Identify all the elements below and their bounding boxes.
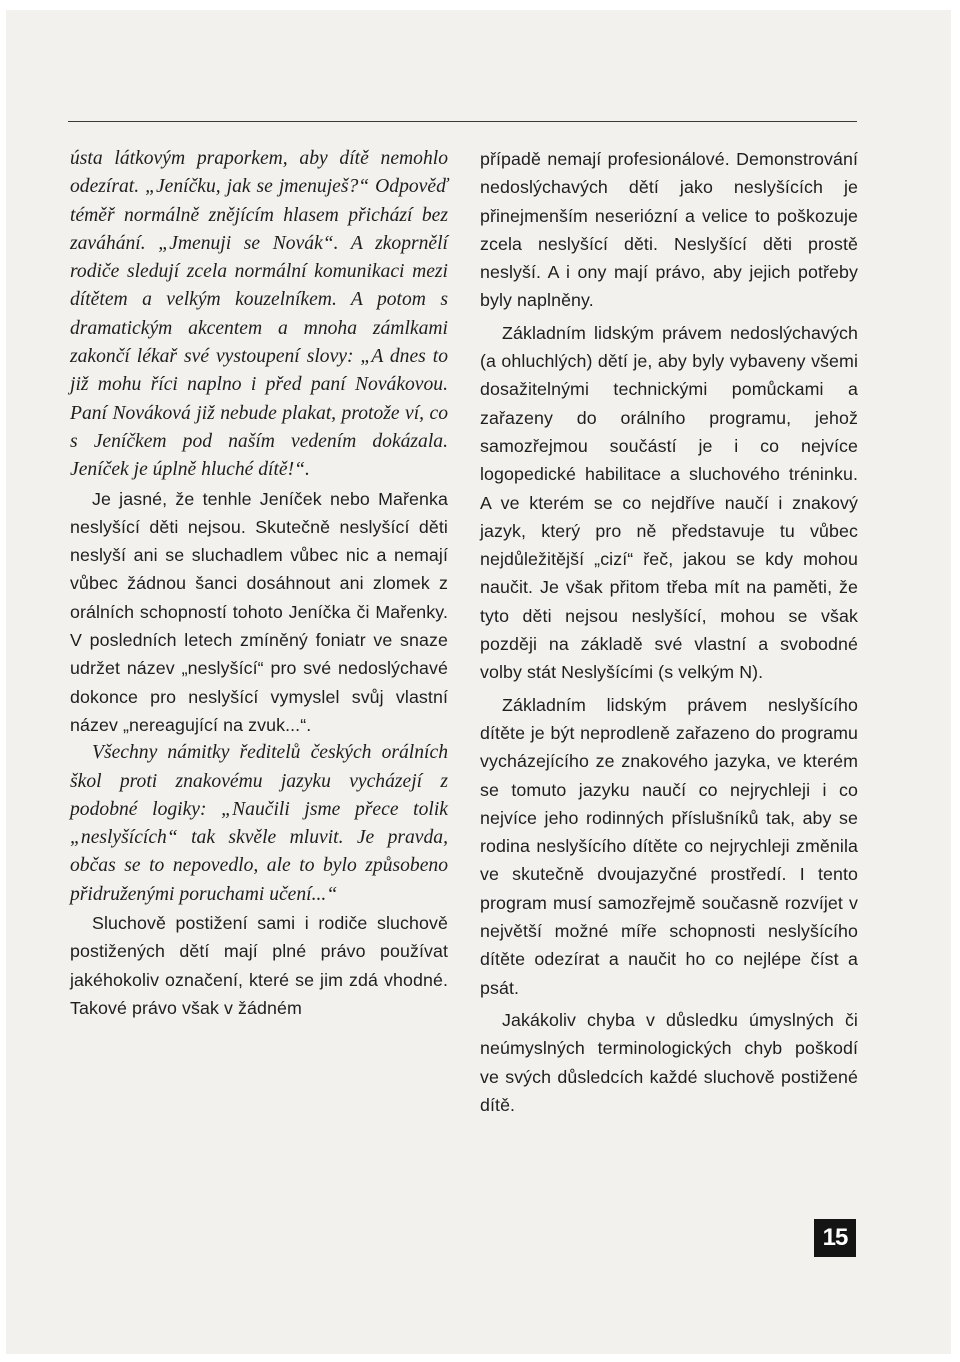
left-paragraph-2: Je jasné, že tenhle Jeníček nebo Mařenka neslyšící děti nejsou. Skutečně neslyšící děti neslyší ani se sluchadlem vůbec nic a nemají vůbec žádnou šanci dosáhnout ani zlomek z orálních schopností tohoto Jeníčka či Mařenky. V posledních letech zmíněný foniatr ve snaze udržet název „neslyšící“ pro své nedoslýchavé dokonce pro neslyšící vymyslel svůj vlastní název „nereagující na zvuk...“. (70, 488, 448, 735)
left-paragraph-3: Všechny námitky ředitelů českých orálních škol proti znakovému jazyku vycházejí z podobné logiky: „Naučili jsme přece tolik „neslyšících“ tak skvěle mluvit. Je pravda, občas se to nepovedlo, ale to bylo způsobeno přidruženými poruchami učení...“ (70, 742, 448, 905)
right-paragraph-4: Jakákoliv chyba v důsledku úmyslných či neúmyslných terminologických chyb poškodí ve svých důsledcích každé sluchově postižené dítě. (480, 1009, 858, 1115)
right-paragraph-2: Základním lidským právem nedoslýchavých (a ohluchlých) dětí je, aby byly vybaveny všemi dosažitelnými technickými pomůckami a zařazeny do orálního programu, jehož samozřejmou součástí je i co nejvíce logopedické habilitace a sluchového tréninku. A ve kterém se co nejdříve naučí i znakový jazyk, který pro ně představuje tu vůbec nejdůležitější „cizí“ řeč, jakou se kdy mohou naučit. Je však přitom třeba mít na paměti, že tyto děti nejsou neslyšící, mohou se však později na základě své vlastní a svobodné volby stát Neslyšícími (s velkým N). (480, 322, 858, 683)
left-paragraph-4: Sluchově postižení sami i rodiče sluchově postižených dětí mají plné právo používat jakéhokoliv označení, které se jim zdá vhodné. Takové právo však v žádném (70, 913, 448, 1018)
page-number: 15 (814, 1219, 856, 1257)
left-paragraph-1: ústa látkovým praporkem, aby dítě nemohlo odezírat. „Jeníčku, jak se jmenuješ?“ Odpověď téměř normálně znějícím hlasem přichází bez zaváhání. „Jmenuji se Novák“. A zkoprnělí rodiče sledují zcela normální komunikaci mezi dítětem a velkým kouzelníkem. A potom s dramatickým akcentem a mnoha zámlkami zakončí lékař své vystoupení slovy: „A dnes to již mohu říci naplno i před paní Novákovou. Paní Nováková již nebude plakat, protože ví, co s Jeníčkem pod naším vedením dokázala. Jeníček je úplně hluché dítě!“. (70, 148, 448, 481)
header-rule (68, 121, 857, 122)
left-column (70, 145, 448, 1022)
right-paragraph-3: Základním lidským právem neslyšícího dítěte je být neprodleně zařazeno do programu vycházejícího ze znakového jazyka, ve kterém se tomuto jazyku naučí co nejrychleji i co nejvíce jeho rodinných příslušníků tak, aby se rodina neslyšícího dítěte co nejrychleji změnila ve skutečně dvoujazyčné prostředí. I tento program musí samozřejmě současně rozvíjet v největší možné míře schopnosti neslyšícího dítěte odezírat a naučit ho co nejlépe číst a psát. (480, 694, 858, 998)
right-column (480, 145, 858, 1119)
right-paragraph-1: případě nemají profesionálové. Demonstrování nedoslýchavých dětí jako neslyšících je přinejmenším neseriózní a velice to poškozuje zcela neslyšící děti. Neslyšící děti prostě neslyší. A i ony mají právo, aby jejich potřeby byly naplněny. (480, 149, 858, 311)
